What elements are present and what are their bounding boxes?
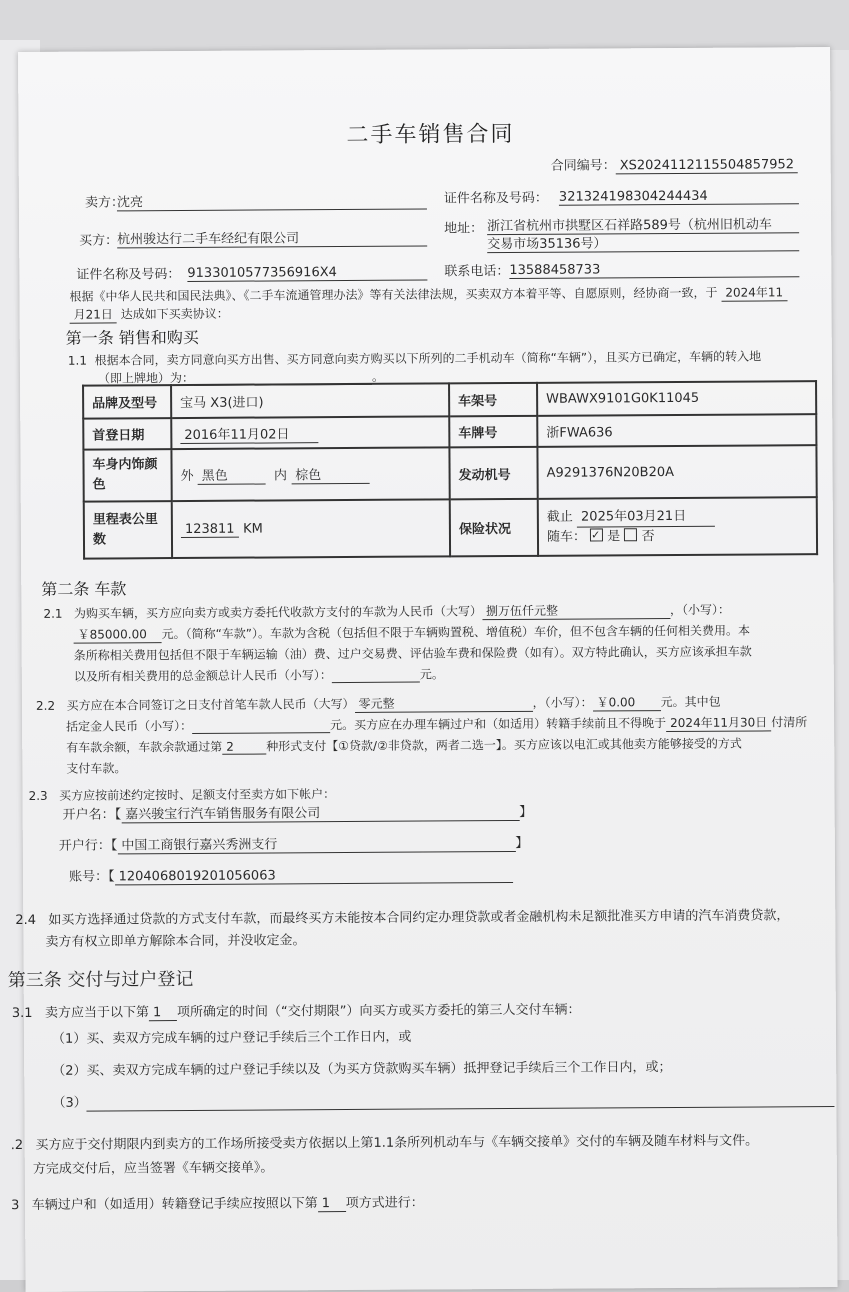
- buyer-line: [117, 227, 427, 249]
- table-cell: 宝马 X3(进口): [171, 383, 449, 418]
- vehicle-table: [82, 380, 818, 559]
- clause-3-3-line-1: 3 车辆过户和（如适用）转籍登记手续应按照以下第 1 项方式进行：: [11, 1195, 424, 1214]
- table-row: [83, 381, 816, 418]
- phone-line: [509, 257, 799, 279]
- document-title: 二手车销售合同: [346, 121, 515, 148]
- clause-2-1-line-1: 2.1 为购买车辆，买方应向卖方或卖方委托代收款方支付的车款为人民币（大写） 捌万伍仟元整 ，（小写）：: [43, 602, 731, 621]
- table-cell: 保险状况: [450, 499, 538, 557]
- seller-line: [117, 190, 427, 212]
- balance-due-date: 2024年11月30日: [666, 713, 771, 732]
- seller-value: 沈亮: [116, 195, 143, 211]
- account-name-value: 嘉兴骏宝行汽车销售服务有限公司: [121, 801, 519, 823]
- clause-2-4-line-1: 2.4 如买方选择通过贷款的方式支付车款，而最终买方未能按本合同约定办理贷款或者金融机构未足额批准买方申请的汽车消费贷款，: [15, 908, 790, 929]
- account-name-row: 开户名：【 嘉兴骏宝行汽车销售服务有限公司 】: [63, 801, 533, 824]
- clause-1-1-line-1: 1.1 根据本合同，卖方同意向买方出售、买方同意向卖方购买以下所列的二手机动车（简称“车辆”），且买方已确定，车辆的转入地: [67, 349, 762, 368]
- preamble-line-2: 月21日 达成如下买卖协议：: [70, 305, 229, 324]
- bank-row: 开户行：【 中国工商银行嘉兴秀洲支行 】: [59, 832, 529, 855]
- account-number-value: 1204068019201056063: [115, 867, 513, 885]
- preamble-date-2: 月21日: [70, 305, 117, 323]
- table-cell: 里程表公里数: [84, 501, 172, 559]
- contract-page: [7, 47, 838, 1292]
- address-label: 地址：: [444, 221, 484, 237]
- exterior-color: 黑色: [198, 464, 266, 484]
- buyer-value: 杭州骏达行二手车经纪有限公司: [117, 231, 300, 248]
- table-row: [83, 445, 816, 501]
- clause-2-3-line-1: 2.3 买方应按前述约定按时、足额支付至卖方如下帐户：: [28, 787, 336, 803]
- contract-no-value: XS2024112115504857952: [616, 157, 798, 174]
- price-in-words: 捌万伍仟元整: [482, 601, 670, 620]
- clause-3-1-item-2: （2）买、卖双方完成车辆的过户登记手续以及（为买方贷款购买车辆）抵押登记手续后三个工作日内，或；: [52, 1060, 672, 1079]
- odometer-value: 123811: [181, 521, 239, 537]
- interior-color: 棕色: [291, 464, 369, 484]
- table-cell: 外 黑色 内 棕色: [171, 447, 449, 501]
- table-cell: 发动机号: [449, 447, 537, 500]
- seller-id-value: 321324198304244434: [558, 188, 708, 205]
- table-cell: 品牌及型号: [83, 385, 171, 419]
- article-1-heading: 第一条 销售和购买: [65, 327, 199, 348]
- transfer-option: 1: [318, 1196, 346, 1212]
- address-line-2: [487, 231, 799, 253]
- clause-3-1-item-3: （3）: [52, 1087, 834, 1112]
- table-cell: [171, 416, 449, 449]
- seller-id-label: 证件名称及号码：: [443, 190, 548, 207]
- preamble-line-1: 根据《中华人民共和国民法典》、《二手车流通管理办法》等有关法律法规，买卖双方本着平等、自愿原则，经协商一致，于 2024年11: [69, 283, 787, 305]
- clause-3-1-line-1: 3.1 卖方应当于以下第 1 项所确定的时间（“交付期限”）向买方或买方委托的第三人交付车辆：: [11, 1002, 581, 1022]
- price-in-figures: ￥85000.00: [74, 625, 162, 644]
- seller-label: 卖方：: [84, 195, 124, 211]
- clause-3-1-item-1: （1）买、卖双方完成车辆的过户登记手续后三个工作日内，或: [51, 1029, 412, 1047]
- delivery-option: 1: [149, 1005, 177, 1021]
- buyer-label: 买方：: [79, 233, 119, 249]
- seller-id-line: [559, 184, 799, 205]
- clause-2-1-line-4: 以及所有相关费用的总金额总计人民币（小写）： 元。: [73, 667, 444, 684]
- first-reg-date: 2016年11月02日: [180, 423, 318, 444]
- address-value-1: 浙江省杭州市拱墅区石祥路589号（杭州旧机动车: [487, 217, 772, 235]
- bank-value: 中国工商银行嘉兴秀洲支行: [117, 832, 515, 854]
- contract-no-label: 合同编号：: [550, 158, 616, 174]
- table-cell: 车架号: [449, 383, 537, 417]
- down-payment-figures: ￥0.00: [593, 693, 661, 711]
- payment-type: 2: [222, 739, 266, 754]
- contract-no: [551, 153, 798, 175]
- buyer-id-line: [187, 261, 427, 282]
- table-cell: 首登日期: [83, 418, 171, 450]
- table-cell: A9291376N20B20A: [537, 445, 816, 499]
- table-cell: 车牌号: [449, 416, 537, 448]
- clause-3-2-line-1: .2 买方应于交付期限内到卖方的工作场所接受卖方依据以上第1.1条所列机动车与《车辆交接单》交付的车辆及随车材料与文件。: [10, 1133, 759, 1154]
- checkbox-no[interactable]: [624, 528, 637, 541]
- table-cell: 截止 2025年03月21日 随车： ✓ 是 否: [538, 497, 817, 556]
- table-row: [83, 414, 816, 449]
- clause-2-4-line-2: 卖方有权立即单方解除本合同，并没收定金。: [45, 933, 306, 950]
- preamble-date-1: 2024年11: [721, 283, 787, 301]
- address-value-2: 交易市场35136号）: [487, 236, 607, 253]
- buyer-id-label: 证件名称及号码：: [76, 267, 181, 283]
- insurance-expiry: 2025年03月21日: [577, 507, 715, 528]
- phone-label: 联系电话：: [444, 264, 510, 280]
- article-3-heading: 第三条 交付与过户登记: [7, 968, 194, 992]
- clause-2-1-line-2: ￥85000.00 元。（简称“车款”）。车款为含税（包括但不限于车辆购置税、增值税）车价，但不包含车辆的任何相关费用。本: [74, 622, 751, 644]
- down-payment-words: 零元整: [354, 694, 532, 713]
- buyer-id-value: 9133010577356916X4: [187, 265, 337, 281]
- article-2-heading: 第二条 车款: [41, 579, 127, 599]
- table-row: [84, 497, 817, 558]
- table-cell: WBAWX9101G0K11045: [537, 381, 816, 416]
- clause-2-2-line-1: 2.2 买方应在本合同签订之日支付首笔车款人民币（大写） 零元整 ，（小写）： ￥0.00 元。其中包: [35, 694, 721, 713]
- phone-value: 13588458733: [509, 262, 601, 279]
- clause-1-1-line-2: （即上牌地）为： 。: [97, 369, 385, 386]
- checkbox-yes[interactable]: [590, 528, 603, 541]
- clause-2-2-line-4: 支付车款。: [66, 761, 127, 776]
- table-cell: 浙FWA636: [537, 414, 816, 447]
- clause-2-2-line-3: 有车款余额，车款余款通过第 2 种形式支付【①贷款/②非贷款，两者二选一】。买方应该以电汇或其他卖方能够接受的方式: [66, 736, 742, 755]
- clause-3-2-line-2: 方完成交付后，应当签署《车辆交接单》。: [32, 1160, 274, 1177]
- table-cell: 车身内饰颜色: [83, 449, 171, 502]
- table-cell: 123811 KM: [172, 499, 450, 558]
- clause-2-2-line-2: 括定金人民币（小写）： 元。买方应在办理车辆过户和（如适用）转籍手续前且不得晚于 2024年11月30日 付清所: [66, 715, 808, 734]
- account-number-row: 账号：【 1204068019201056063: [69, 863, 513, 886]
- clause-2-1-line-3: 条所称相关费用包括但不限于车辆运输（油）费、过户交易费、评估验车费和保险费（如有）。双方特此确认，买方应该承担车款: [73, 644, 752, 663]
